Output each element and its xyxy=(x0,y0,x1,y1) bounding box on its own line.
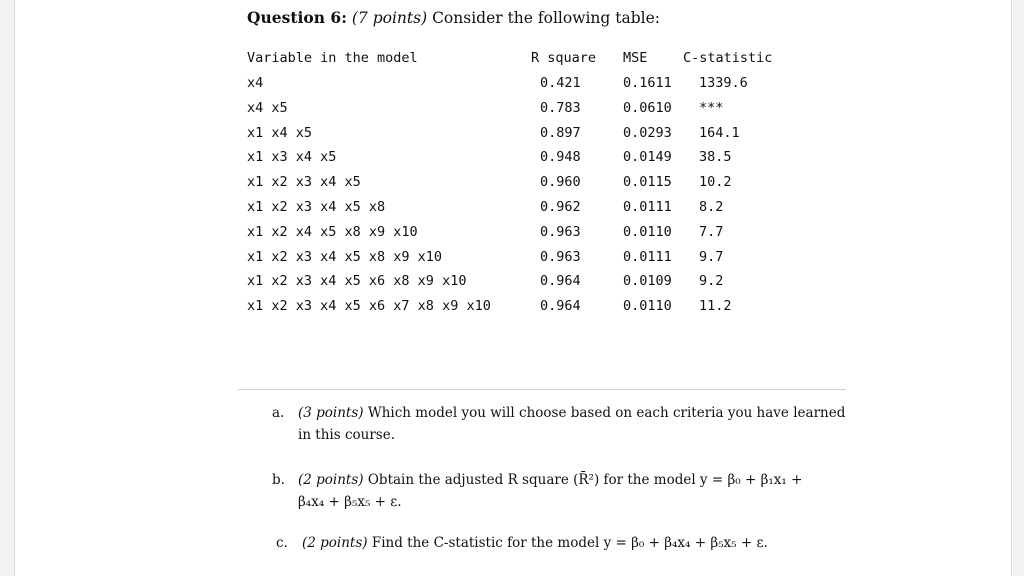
r-square-cell: 0.948 xyxy=(540,149,581,166)
mse-cell: 0.0111 xyxy=(623,199,672,215)
mse-cell: 0.0110 xyxy=(623,223,672,240)
mse-cell: 0.0115 xyxy=(623,174,672,191)
question-prompt: Consider the following table: xyxy=(432,9,661,27)
variables-cell: x1 x2 x4 x5 x8 x9 x10 xyxy=(247,223,418,240)
r-square-cell: 0.963 xyxy=(540,248,581,265)
r-square-cell: 0.897 xyxy=(540,124,581,141)
c-statistic-cell: 164.1 xyxy=(699,124,740,141)
variables-cell: x1 x2 x3 x4 x5 x6 x8 x9 x10 xyxy=(247,273,467,290)
variables-cell: x1 x3 x4 x5 xyxy=(247,149,337,166)
c-statistic-cell: 8.2 xyxy=(699,199,724,215)
part-a-line2: in this course. xyxy=(298,427,396,443)
variables-cell: x4 xyxy=(247,75,264,91)
r-square-cell: 0.960 xyxy=(540,174,581,191)
mse-cell: 0.0110 xyxy=(623,298,672,315)
header-mse: MSE xyxy=(623,50,648,66)
part-c-points: (2 points) xyxy=(302,535,368,551)
c-statistic-cell: 9.7 xyxy=(699,248,724,265)
section-divider xyxy=(238,389,846,390)
question-number: Question 6: xyxy=(247,8,347,27)
mse-cell: 0.0149 xyxy=(623,149,672,166)
part-b-line2: β₄x₄ + β₅x₅ + ε. xyxy=(298,494,402,510)
c-statistic-cell: 9.2 xyxy=(699,273,724,290)
c-statistic-cell: 1339.6 xyxy=(699,75,748,91)
part-b-text xyxy=(298,469,802,513)
header-r-square: R square xyxy=(531,50,597,66)
part-a-text xyxy=(298,402,845,446)
c-statistic-cell: *** xyxy=(699,99,724,116)
question-heading xyxy=(247,8,660,27)
mse-cell: 0.0610 xyxy=(623,99,672,116)
variables-cell: x1 x2 x3 x4 x5 xyxy=(247,174,361,191)
variables-cell: x1 x2 x3 x4 x5 x8 xyxy=(247,199,386,215)
mse-cell: 0.0293 xyxy=(623,124,672,141)
mse-cell: 0.0111 xyxy=(623,248,672,265)
part-b-points: (2 points) xyxy=(298,472,364,488)
variables-cell: x1 x2 x3 x4 x5 x6 x7 x8 x9 x10 xyxy=(247,298,491,315)
r-square-cell: 0.964 xyxy=(540,298,581,315)
variables-cell: x4 x5 xyxy=(247,99,288,116)
part-a-label: a. xyxy=(272,405,285,421)
r-square-cell: 0.421 xyxy=(540,75,581,91)
part-b-line1: Obtain the adjusted R square (R̄²) for the model y = β₀ + β₁x₁ + xyxy=(367,472,803,488)
c-statistic-cell: 10.2 xyxy=(699,174,732,191)
part-b-label: b. xyxy=(272,472,285,488)
r-square-cell: 0.962 xyxy=(540,199,581,215)
variables-cell: x1 x4 x5 xyxy=(247,124,313,141)
header-c-statistic: C-statistic xyxy=(683,50,773,66)
part-a-points: (3 points) xyxy=(298,405,364,421)
part-a-line1: Which model you will choose based on each criteria you have learned xyxy=(367,405,846,421)
c-statistic-cell: 11.2 xyxy=(699,298,732,315)
mse-cell: 0.1611 xyxy=(623,75,672,91)
header-variable: Variable in the model xyxy=(247,50,418,66)
part-c-text xyxy=(302,532,768,554)
r-square-cell: 0.964 xyxy=(540,273,581,290)
part-c-label: c. xyxy=(276,535,288,551)
r-square-cell: 0.963 xyxy=(540,223,581,240)
question-points: (7 points) xyxy=(351,9,428,27)
r-square-cell: 0.783 xyxy=(540,99,581,116)
c-statistic-cell: 38.5 xyxy=(699,149,732,166)
mse-cell: 0.0109 xyxy=(623,273,672,290)
part-c-body: Find the C-statistic for the model y = β₀ + β₄x₄ + β₅x₅ + ε. xyxy=(371,535,768,551)
c-statistic-cell: 7.7 xyxy=(699,223,724,240)
variables-cell: x1 x2 x3 x4 x5 x8 x9 x10 xyxy=(247,248,443,265)
